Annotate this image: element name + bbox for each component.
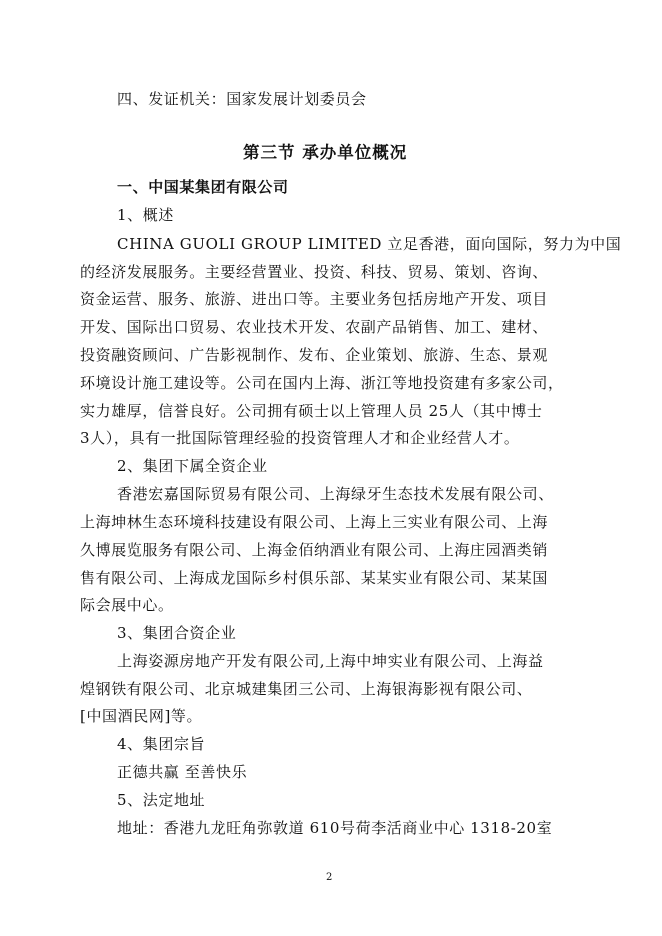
joint-ventures-line: 上海姿源房地产开发有限公司,上海中坤实业有限公司、上海益	[117, 652, 544, 670]
page-number: 2	[326, 872, 333, 883]
overview-line: 3人），具有一批国际管理经验的投资管理人才和企业经营人才。	[80, 429, 520, 447]
mission-heading: 4、集团宗旨	[117, 735, 206, 753]
overview-line: 开发、国际出口贸易、农业技术开发、农副产品销售、加工、建材、	[80, 318, 549, 336]
legal-address-heading: 5、法定地址	[117, 791, 206, 809]
overview-line: CHINA GUOLI GROUP LIMITED 立足香港，面向国际，努力为中国	[117, 235, 622, 253]
wholly-owned-heading: 2、集团下属全资企业	[117, 457, 268, 475]
overview-line: 投资融资顾问、广告影视制作、发布、企业策划、旅游、生态、景观	[80, 346, 549, 364]
joint-ventures-line: [中国酒民网]等。	[80, 707, 203, 725]
wholly-owned-line: 际会展中心。	[80, 596, 174, 614]
company-heading: 一、中国某集团有限公司	[117, 178, 289, 196]
overview-line: 资金运营、服务、旅游、进出口等。主要业务包括房地产开发、项目	[80, 290, 549, 308]
overview-heading: 1、概述	[117, 206, 174, 224]
legal-address-text: 地址：香港九龙旺角弥敦道 610号荷李活商业中心 1318-20室	[117, 819, 553, 837]
section-title: 第三节 承办单位概况	[243, 143, 408, 162]
wholly-owned-line: 久博展览服务有限公司、上海金佰纳酒业有限公司、上海庄园酒类销	[80, 541, 549, 559]
joint-ventures-heading: 3、集团合资企业	[117, 624, 237, 642]
issuing-authority-line: 四、发证机关：国家发展计划委员会	[117, 90, 367, 108]
joint-ventures-line: 煌钢铁有限公司、北京城建集团三公司、上海银海影视有限公司、	[80, 680, 533, 698]
wholly-owned-line: 上海坤林生态环境科技建设有限公司、上海上三实业有限公司、上海	[80, 513, 549, 531]
wholly-owned-line: 售有限公司、上海成龙国际乡村俱乐部、某某实业有限公司、某某国	[80, 569, 549, 587]
overview-line: 实力雄厚，信誉良好。公司拥有硕士以上管理人员 25人（其中博士	[80, 402, 543, 420]
overview-line: 环境设计施工建设等。公司在国内上海、浙江等地投资建有多家公司，	[80, 374, 564, 392]
mission-text: 正德共赢 至善快乐	[117, 763, 248, 781]
overview-line: 的经济发展服务。主要经营置业、投资、科技、贸易、策划、咨询、	[80, 263, 549, 281]
wholly-owned-line: 香港宏嘉国际贸易有限公司、上海绿牙生态技术发展有限公司、	[117, 485, 554, 503]
